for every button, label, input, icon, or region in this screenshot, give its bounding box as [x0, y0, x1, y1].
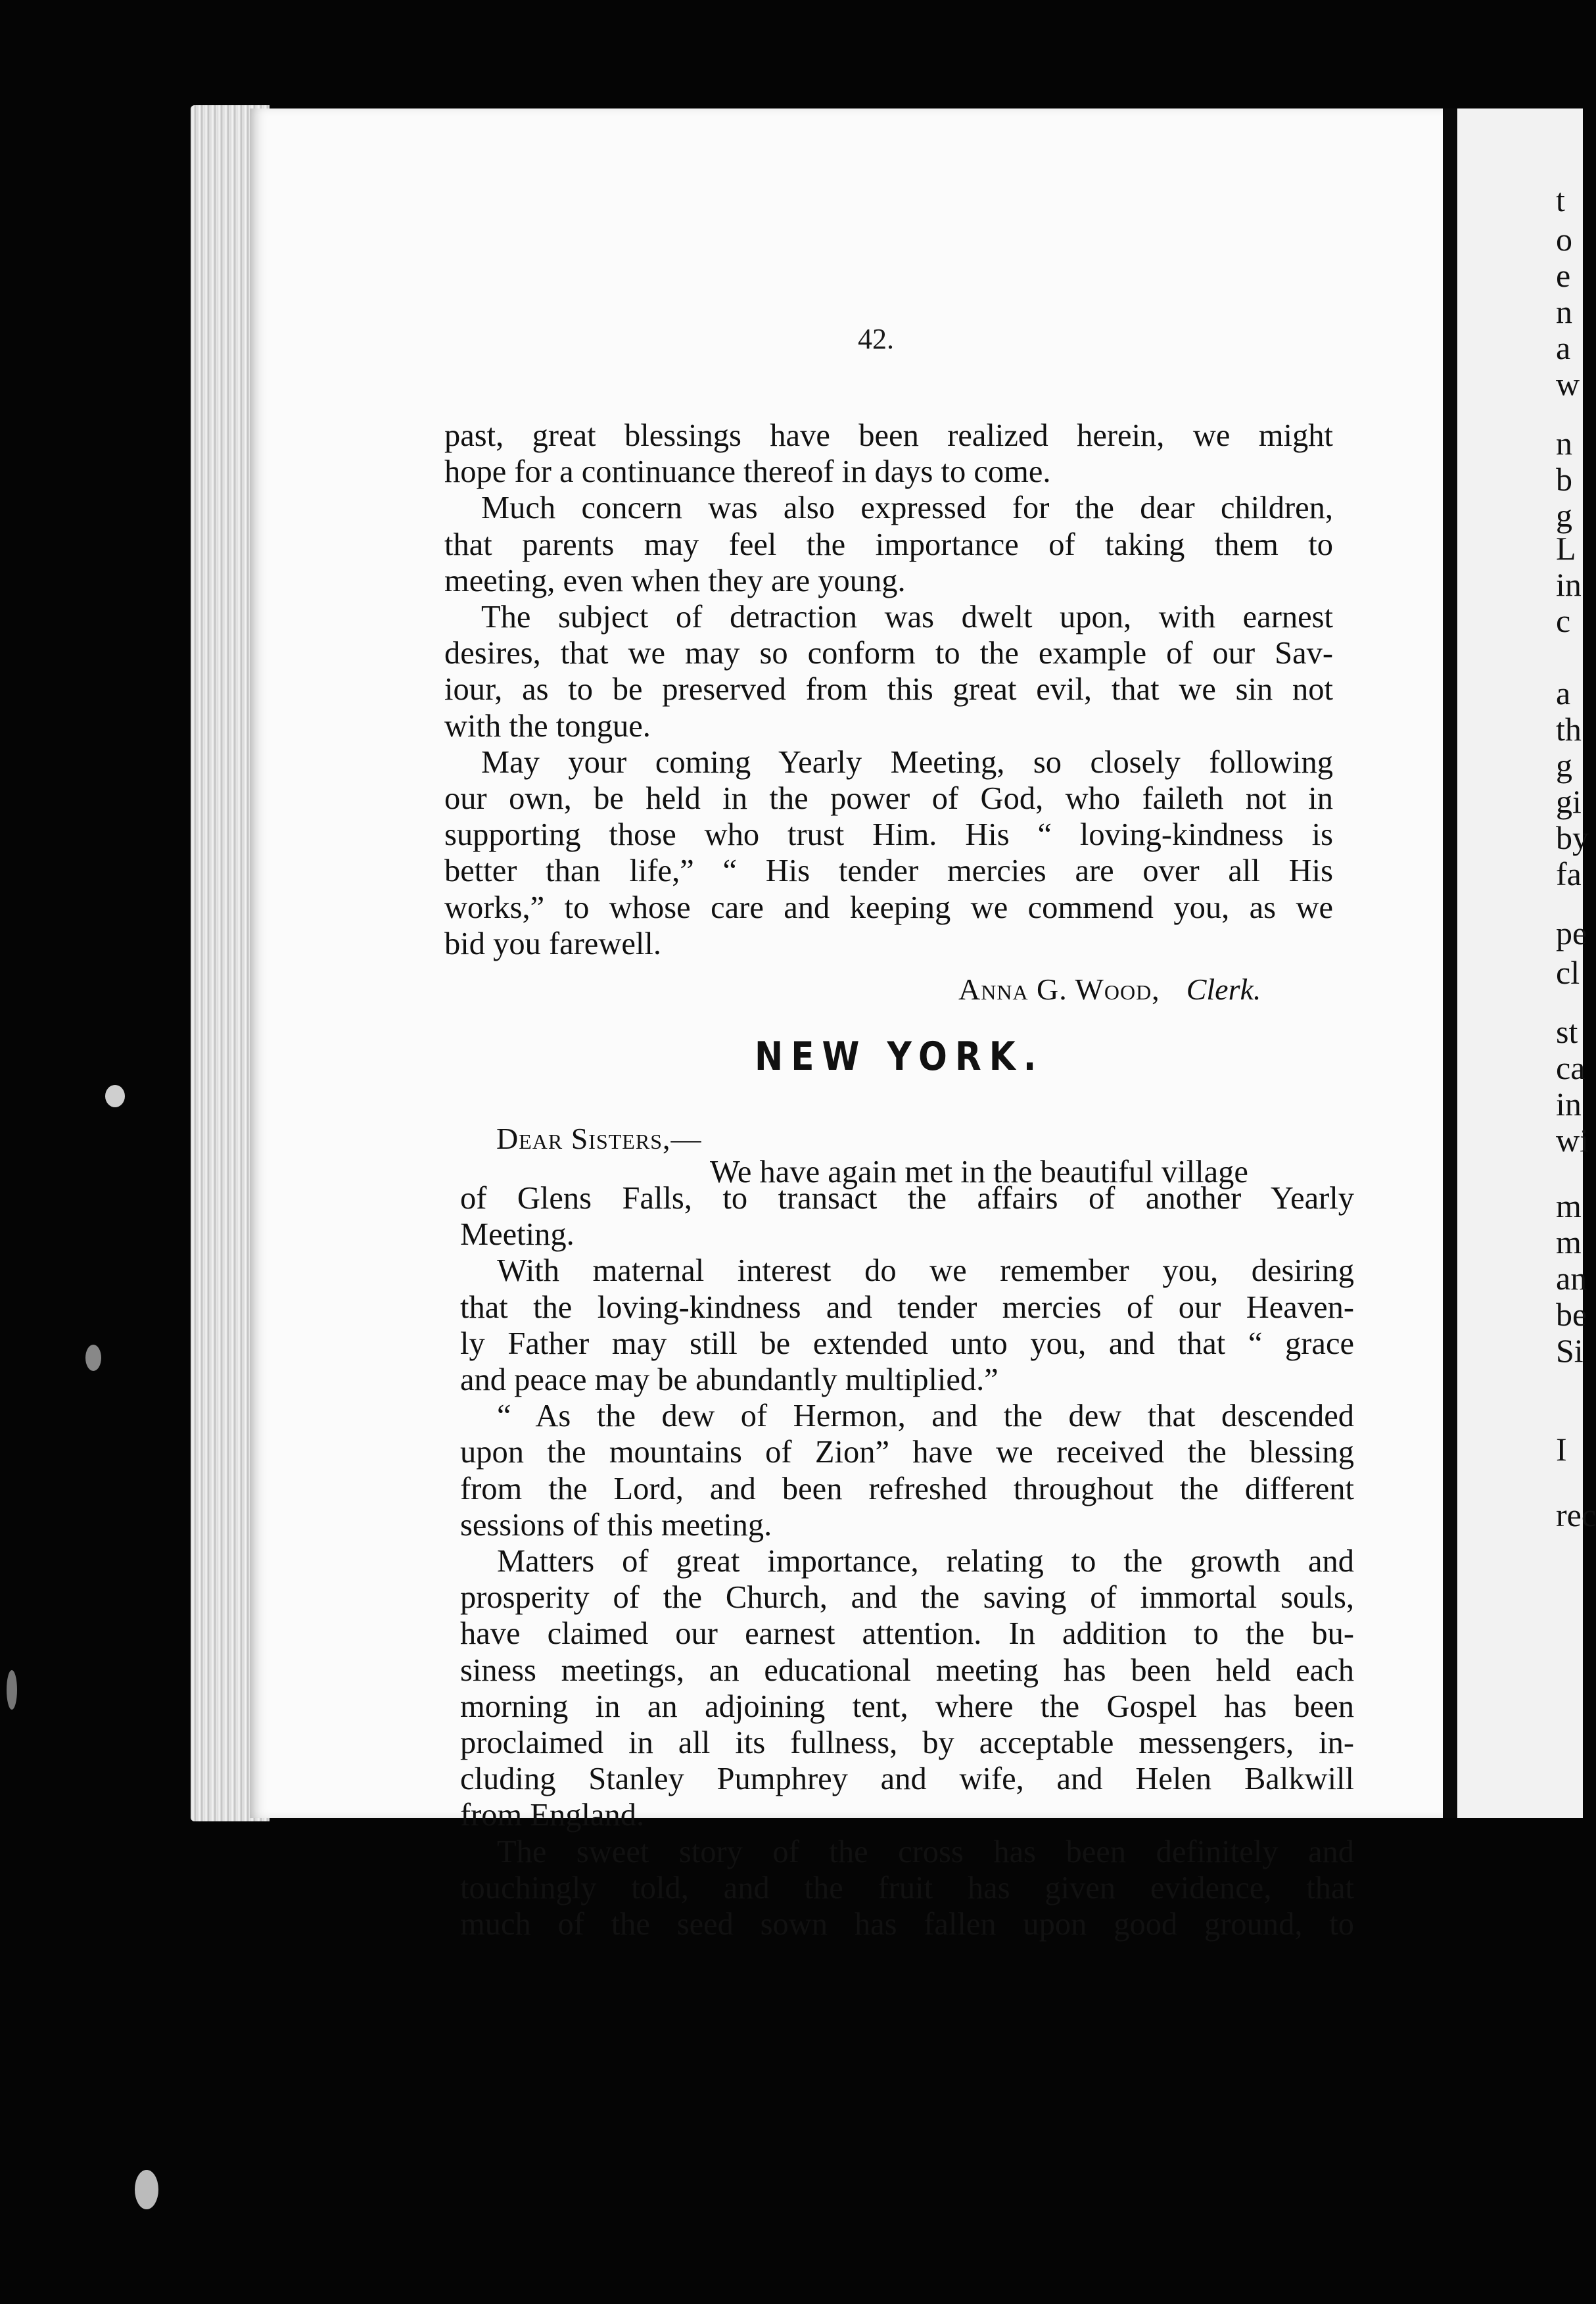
text-line: supporting those who trust Him. His “ loving-kindness is [444, 817, 1333, 853]
facing-page-fragment: gi [1556, 783, 1582, 820]
facing-page-fragment: g [1556, 497, 1572, 534]
facing-page-fragment: n [1556, 425, 1572, 462]
text-line: meeting, even when they are young. [444, 563, 906, 598]
signature [958, 972, 1261, 1007]
facing-page-fragment: fa [1556, 855, 1582, 892]
facing-page-fragment: th [1556, 711, 1582, 748]
text-line: With maternal interest do we remember you, desiring [497, 1253, 1354, 1289]
facing-page-fragment: in [1556, 566, 1582, 603]
salutation: Dear Sisters,— [496, 1122, 702, 1155]
text-line: that the loving-kindness and tender mercies of our Heaven- [460, 1289, 1354, 1325]
facing-page-fragment: I [1556, 1431, 1567, 1468]
facing-page-fragment: wi [1556, 1122, 1589, 1159]
facing-page-fragment: m [1556, 1224, 1582, 1260]
signature-name: Anna G. Wood, [958, 972, 1160, 1006]
text-line: much of the seed sown has fallen upon good ground, to [460, 1907, 1354, 1942]
text-line: Meeting. [460, 1217, 575, 1253]
scan-speck [85, 1345, 101, 1371]
facing-page-fragment: by [1556, 819, 1589, 856]
text-line: proclaimed in all its fullness, by acceptable messengers, in- [460, 1725, 1354, 1761]
facing-page-fragment: Si [1556, 1332, 1584, 1369]
scan-speck [7, 1670, 17, 1710]
facing-page-cropped [1457, 108, 1596, 1818]
text-line: and peace may be abundantly multiplied.” [460, 1362, 998, 1398]
text-line: past, great blessings have been realized herein, we might [444, 418, 1333, 453]
text-line: siness meetings, an educational meeting has been held each [460, 1652, 1354, 1688]
facing-page-fragment: b [1556, 461, 1572, 498]
text-line: “ As the dew of Hermon, and the dew that descended [497, 1399, 1354, 1434]
text-line: our own, be held in the power of God, who faileth not in [444, 781, 1333, 817]
text-line: upon the mountains of Zion” have we received the blessing [460, 1435, 1354, 1470]
facing-page-fragment: ca [1556, 1049, 1585, 1086]
text-line: touchingly told, and the fruit has given evidence, that [460, 1870, 1354, 1906]
text-line: from the Lord, and been refreshed throughout the different [460, 1471, 1354, 1506]
facing-page-fragment: pe [1556, 915, 1587, 951]
text-block-top [444, 418, 1333, 962]
text-line: better than life,” “ His tender mercies are over all His [444, 853, 1333, 889]
scan-speck [105, 1085, 125, 1107]
facing-page-fragment: o [1556, 221, 1572, 258]
book-gutter [1443, 108, 1457, 1818]
facing-page-fragment: g [1556, 747, 1572, 784]
facing-page-fragment: cl [1556, 954, 1580, 991]
text-line: from England. [460, 1798, 645, 1833]
facing-page-fragment: st [1556, 1013, 1578, 1050]
facing-page-fragment: c [1556, 602, 1571, 639]
facing-page-fragment: e [1556, 257, 1571, 294]
text-line: hope for a continuance thereof in days to come. [444, 454, 1051, 490]
facing-page-fragment: a [1556, 329, 1571, 366]
facing-page-fragment: an [1556, 1260, 1587, 1297]
facing-page-fragment: t [1556, 181, 1565, 218]
facing-page-fragment: be [1556, 1296, 1587, 1333]
text-line: May your coming Yearly Meeting, so closely following [481, 744, 1333, 780]
text-line: prosperity of the Church, and the saving of immortal souls, [460, 1580, 1354, 1616]
text-line: with the tongue. [444, 708, 651, 744]
section-heading: NEW YORK. [755, 1034, 1044, 1080]
facing-page-fragment: m [1556, 1188, 1582, 1224]
text-line: Much concern was also expressed for the dear children, [481, 491, 1333, 526]
facing-page-fragment: L [1556, 530, 1576, 567]
text-line: morning in an adjoining tent, where the Gospel has been [460, 1689, 1354, 1724]
text-line: iour, as to be preserved from this great evil, that we sin not [444, 672, 1333, 708]
text-line: works,” to whose care and keeping we commend you, as we [444, 890, 1333, 925]
salutation-first-line: We have again met in the beautiful village [710, 1155, 1248, 1189]
page-number: 42. [858, 323, 894, 355]
facing-page-fragment: n [1556, 293, 1572, 330]
text-line: desires, that we may so conform to the example of our Sav- [444, 636, 1333, 671]
text-block-new-york [460, 1180, 1354, 1942]
scan-speck [135, 2170, 158, 2209]
text-line: bid you farewell. [444, 926, 661, 961]
text-line: Matters of great importance, relating to the growth and [497, 1544, 1354, 1579]
text-line: have claimed our earnest attention. In addition to the bu- [460, 1616, 1354, 1652]
signature-role: Clerk. [1186, 972, 1261, 1006]
text-line: The subject of detraction was dwelt upon, with earnest [481, 600, 1333, 635]
facing-page-fragment: a [1556, 675, 1571, 711]
facing-page-fragment: rec [1556, 1497, 1596, 1533]
text-line: that parents may feel the importance of taking them to [444, 527, 1333, 562]
text-line: The sweet story of the cross has been definitely and [497, 1834, 1354, 1869]
facing-page-fragment: in [1556, 1086, 1582, 1122]
facing-page-fragment: w [1556, 366, 1580, 402]
text-line: of Glens Falls, to transact the affairs of another Yearly [460, 1181, 1354, 1216]
text-line: ly Father may still be extended unto you, and that “ grace [460, 1326, 1354, 1361]
text-line: sessions of this meeting. [460, 1507, 772, 1543]
text-line: cluding Stanley Pumphrey and wife, and Helen Balkwill [460, 1762, 1354, 1797]
